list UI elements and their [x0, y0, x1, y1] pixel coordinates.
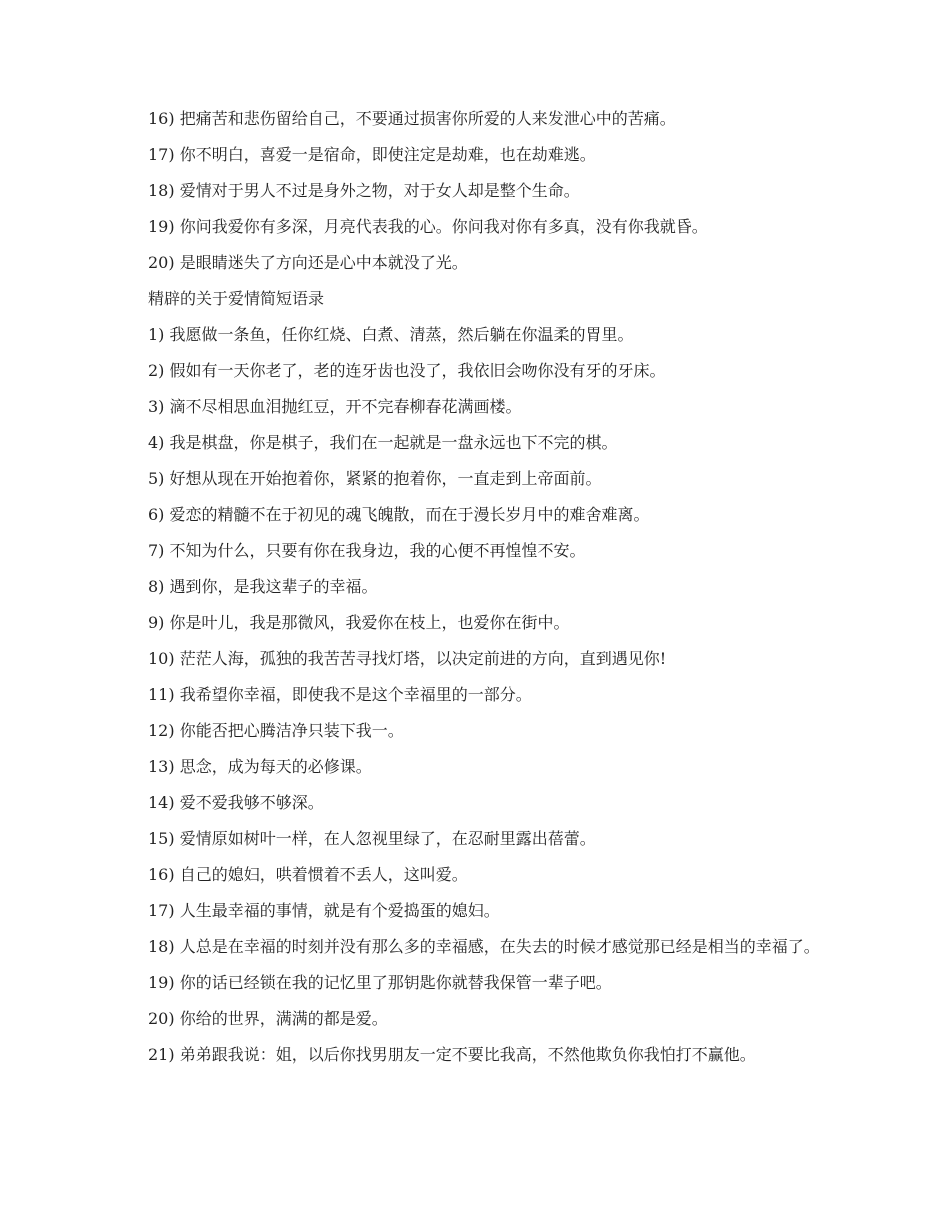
paragraph-quote-9: 9) 你是叶儿，我是那微风，我爱你在枝上，也爱你在街中。: [148, 613, 570, 632]
paragraph-quote-1: 1) 我愿做一条鱼，任你红烧、白煮、清蒸，然后躺在你温柔的胃里。: [148, 325, 634, 344]
paragraph-quote-17a: 17) 你不明白，喜爱一是宿命，即使注定是劫难，也在劫难逃。: [148, 145, 596, 164]
paragraph-quote-2: 2) 假如有一天你老了，老的连牙齿也没了，我依旧会吻你没有牙的牙床。: [148, 361, 666, 380]
paragraph-quote-7: 7) 不知为什么，只要有你在我身边，我的心便不再惶惶不安。: [148, 541, 586, 560]
paragraph-quote-8: 8) 遇到你，是我这辈子的幸福。: [148, 577, 378, 596]
paragraph-quote-17: 17) 人生最幸福的事情，就是有个爱捣蛋的媳妇。: [148, 901, 500, 920]
paragraph-quote-13: 13) 思念，成为每天的必修课。: [148, 757, 372, 776]
paragraph-quote-16: 16) 自己的媳妇，哄着惯着不丢人，这叫爱。: [148, 865, 468, 884]
paragraph-quote-18: 18) 人总是在幸福的时刻并没有那么多的幸福感，在失去的时候才感觉那已经是相当的幸福了。: [148, 937, 820, 956]
paragraph-quote-6: 6) 爱恋的精髓不在于初见的魂飞魄散，而在于漫长岁月中的难舍难离。: [148, 505, 650, 524]
paragraph-quote-18a: 18) 爱情对于男人不过是身外之物，对于女人却是整个生命。: [148, 181, 580, 200]
paragraph-quote-11: 11) 我希望你幸福，即使我不是这个幸福里的一部分。: [148, 685, 532, 704]
paragraph-quote-10: 10) 茫茫人海，孤独的我苦苦寻找灯塔，以决定前进的方向，直到遇见你!: [148, 649, 667, 668]
paragraph-quote-12: 12) 你能否把心腾洁净只装下我一。: [148, 721, 404, 740]
paragraph-quote-21: 21) 弟弟跟我说：姐，以后你找男朋友一定不要比我高，不然他欺负你我怕打不赢他。: [148, 1045, 756, 1064]
section-heading: 精辟的关于爱情简短语录: [148, 289, 325, 308]
paragraph-quote-19a: 19) 你问我爱你有多深，月亮代表我的心。你问我对你有多真，没有你我就昏。: [148, 217, 708, 236]
document-body: [113, 108, 835, 1080]
paragraph-quote-4: 4) 我是棋盘，你是棋子，我们在一起就是一盘永远也下不完的棋。: [148, 433, 618, 452]
paragraph-quote-15: 15) 爱情原如树叶一样，在人忽视里绿了，在忍耐里露出蓓蕾。: [148, 829, 596, 848]
paragraph-quote-5: 5) 好想从现在开始抱着你，紧紧的抱着你，一直走到上帝面前。: [148, 469, 602, 488]
paragraph-quote-20: 20) 你给的世界，满满的都是爱。: [148, 1009, 388, 1028]
paragraph-quote-14: 14) 爱不爱我够不够深。: [148, 793, 324, 812]
paragraph-quote-19: 19) 你的话已经锁在我的记忆里了那钥匙你就替我保管一辈子吧。: [148, 973, 612, 992]
paragraph-quote-3: 3) 滴不尽相思血泪抛红豆，开不完春柳春花满画楼。: [148, 397, 522, 416]
paragraph-quote-20a: 20) 是眼睛迷失了方向还是心中本就没了光。: [148, 253, 468, 272]
paragraph-quote-16a: 16) 把痛苦和悲伤留给自己，不要通过损害你所爱的人来发泄心中的苦痛。: [148, 109, 676, 128]
